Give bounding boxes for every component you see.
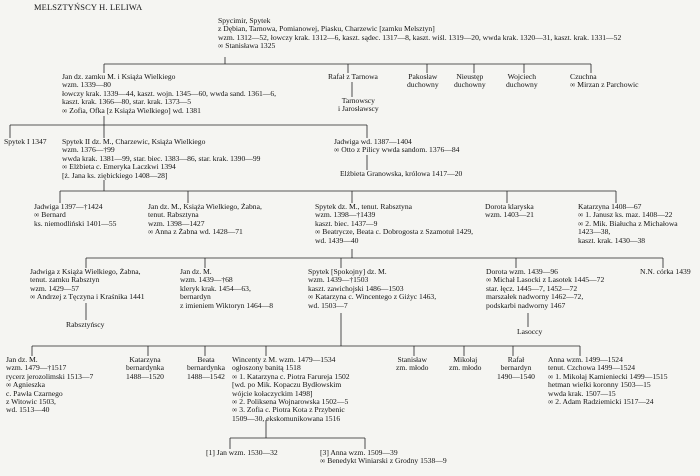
- node-jan-gen6: [1] Jan wzm. 1530—32: [206, 448, 278, 457]
- node-spytek-spokojny: Spytek [Spokojny] dz. M. wzm. 1439—†1503 kaszt. zawichojski 1486—1503 ∞ Katarzyna c. Wincentego z Giżyc 1463, wd. 1503—7: [308, 267, 437, 310]
- node-anna-gen5: Anna wzm. 1499—1524 tenut. Czchowa 1499—1524 ∞ 1. Mikołaj Kamieniecki 1499—1515 hetman wielki koronny 1503—15 wwda krak. 1507—15 ∞ 2. Adam Radziemicki 1517—24: [548, 355, 668, 407]
- node-stanislaw: Stanisław zm. młodo: [396, 355, 429, 373]
- node-nn-corka: N.N. córka 1439: [640, 267, 691, 276]
- node-nieustep: Nieustęp duchowny: [454, 72, 486, 90]
- node-spytek-i: Spytek I 1347: [4, 137, 47, 146]
- node-beata: Beata bernardynka 1488—1542: [187, 355, 225, 381]
- node-elzbieta-granowska: Elżbieta Granowska, królowa 1417—20: [340, 169, 463, 178]
- node-czuchna: Czuchna ∞ Mirzan z Parchowic: [570, 72, 639, 90]
- node-pakoslaw: Pakosław duchowny: [407, 72, 439, 90]
- node-jadwiga-gen3: Jadwiga 1397—†1424 ∞ Bernard ks. niemodliński 1401—55: [34, 202, 117, 228]
- node-rafal-gen5: Rafał bernardyn 1490—1540: [497, 355, 535, 381]
- node-mikolaj: Mikołaj zm. młodo: [449, 355, 482, 373]
- node-jan-gen3: Jan dz. M., Książa Wielkiego, Żabna, tenut. Rabsztyna wzm. 1398—1427 ∞ Anna z Żabna wd. 1428—71: [148, 202, 262, 237]
- node-katarzyna-gen5: Katarzyna bernardynka 1488—1520: [126, 355, 164, 381]
- node-jan-gen1: Jan dz. zamku M. i Książa Wielkiego wzm. 1339—80 łowczy krak. 1339—44, kaszt. wojn. 1345—60, wwda sand. 1361—6, kaszt. krak. 1366—80, star. krak. 1373—5 ∞ Zofia, Ofka [z Książa Wielkiego] wd. 1381: [62, 72, 277, 115]
- node-jan-gen5: Jan dz. M. wzm. 1479—†1517 rycerz jerozolimski 1513—7 ∞ Agnieszka c. Pawła Czarnego z Witowic 1503, wd. 1513—40: [6, 355, 94, 415]
- node-katarzyna-gen3: Katarzyna 1408—67 ∞ 1. Janusz ks. maz. 1408—22 ∞ 2. Mik. Białucha z Michałowa 1423—38, kaszt. krak. 1430—38: [578, 202, 678, 245]
- node-dorota-gen4: Dorota wzm. 1439—96 ∞ Michał Lasocki z Lasotek 1445—72 star. łęcz. 1445—7, 1452—72 marszałek nadworny 1462—72, podskarbi nadworny 1467: [486, 267, 605, 310]
- node-rafal-z-tarnowa: Rafał z Tarnowa: [328, 72, 378, 81]
- node-tarnowscy: Tarnowscy i Jarosławscy: [338, 96, 379, 114]
- node-spytek-ii: Spytek II dz. M., Charzewic, Książa Wielkiego wzm. 1376—†99 wwda krak. 1381—99, star. biec. 1383—86, star. krak. 1390—99 ∞ Elżbieta c. Emeryka Laczkwi 1394 [ż. Jana ks. ziębickiego 1408—28]: [62, 137, 261, 180]
- node-root-spycimir: Spycimir, Spytek z Dębian, Tarnowa, Pomianowej, Piasku, Charzewic [zamku Melsztyn] wzm. 1312—52, łowczy krak. 1312—6, kaszt. sądec. 1317—8, kaszt. wiśl. 1319—20, wwda krak. 1320—31, kaszt. krak. 1331—52 ∞ Stanisława 1325: [218, 16, 622, 51]
- node-rabsztynscy: Rabsztyńscy: [66, 320, 105, 329]
- node-wincenty: Wincenty z M. wzm. 1479—1534 ogłoszony banitą 1518 ∞ 1. Katarzyna c. Piotra Farureja 1502 [wd. po Mik. Kopaczu Bydłowskim wójcie kołaczyckim 1498] ∞ 2. Poliksena Wojnarowska 1502—5 ∞ 3. Zofia c. Piotra Kota z Przybenic 1509—30, ekskomunikowana 1516: [232, 355, 350, 423]
- diagram-title: MELSZTYŃSCY H. LELIWA: [34, 3, 143, 12]
- node-jan-gen4: Jan dz. M. wzm. 1439—†68 kleryk krak. 1454—63, bernardyn z imieniem Wiktoryn 1464—8: [180, 267, 273, 310]
- node-jadwiga-gen2: Jadwiga wd. 1387—1404 ∞ Otto z Pilicy wwda sandom. 1376—84: [334, 137, 460, 155]
- node-jadwiga-gen4: Jadwiga z Książa Wielkiego, Żabna, tenut. zamku Rabsztyn wzm. 1429—57 ∞ Andrzej z Tęczyna i Kraśnika 1441: [30, 267, 145, 302]
- node-lasoccy: Lasoccy: [517, 327, 543, 336]
- node-dorota-klaryska: Dorota klaryska wzm. 1403—21: [485, 202, 534, 220]
- node-wojciech: Wojciech duchowny: [506, 72, 538, 90]
- node-anna-gen6: [3] Anna wzm. 1509—39 ∞ Benedykt Winiarski z Grodny 1538—9: [320, 448, 447, 466]
- node-spytek-gen3: Spytek dz. M., tenut. Rabsztyna wzm. 1398—†1439 kaszt. biec. 1437—9 ∞ Beatrycze, Beata c. Dobrogosta z Szamotuł 1429, wd. 1439—40: [315, 202, 474, 245]
